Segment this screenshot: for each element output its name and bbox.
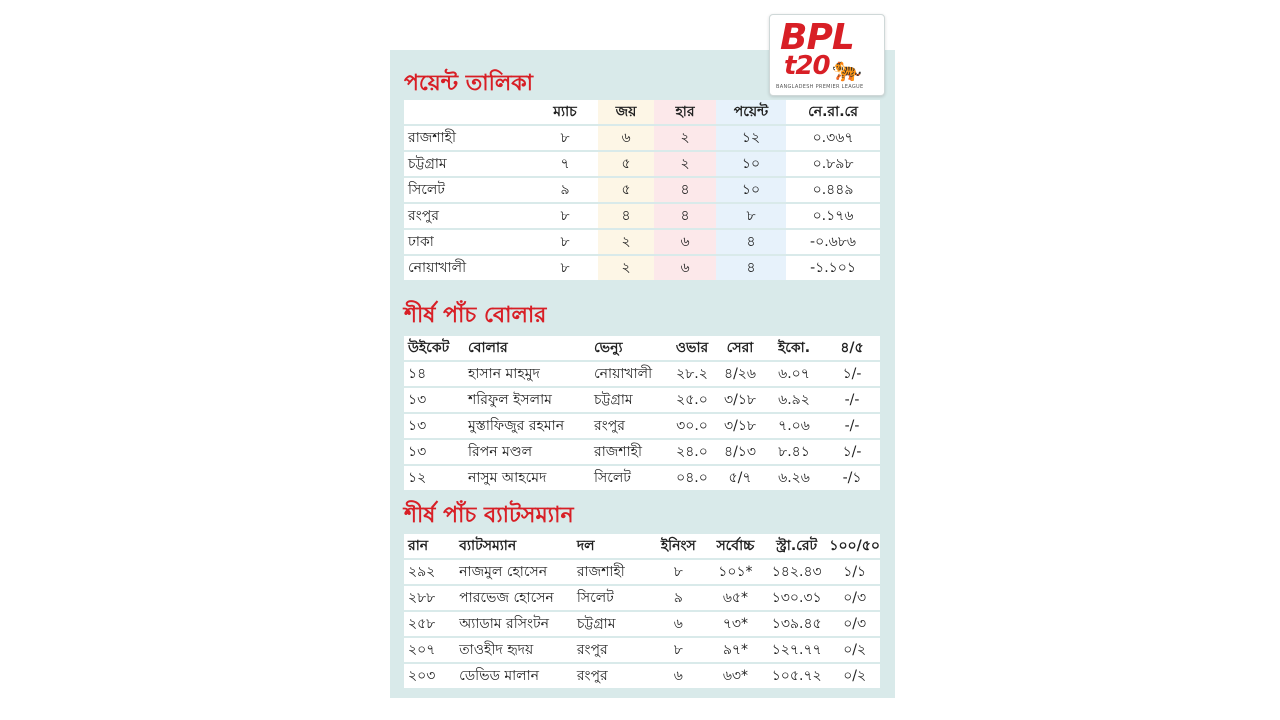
table-cell: ৮: [532, 256, 598, 282]
table-cell: ৫: [598, 178, 654, 204]
table-cell: ১২৭.৭৭: [764, 638, 829, 664]
team-row: [404, 126, 880, 152]
batsman-row: [404, 664, 880, 690]
table-cell: রিপন মণ্ডল: [464, 440, 590, 466]
team-row: [404, 178, 880, 204]
table-cell: হাসান মাহমুদ: [464, 362, 590, 388]
tiger-icon: 🐅: [832, 55, 862, 83]
table-cell: ৮: [650, 638, 707, 664]
column-header: সর্বোচ্চ: [707, 534, 764, 560]
table-cell: ০.৩৬৭: [786, 126, 880, 152]
table-cell: রাজশাহী: [590, 440, 668, 466]
logo-brand: BPL: [780, 17, 854, 58]
table-cell: অ্যাডাম রসিংটন: [455, 612, 573, 638]
table-cell: ১২: [716, 126, 786, 152]
table-cell: ৯৭*: [707, 638, 764, 664]
table-cell: ৩/১৮: [716, 414, 764, 440]
table-cell: ৯: [532, 178, 598, 204]
table-cell: ০/৩: [829, 586, 880, 612]
bowler-row: [404, 414, 880, 440]
table-cell: ৭৩*: [707, 612, 764, 638]
column-header: হার: [654, 100, 716, 126]
table-cell: ১৩০.৩১: [764, 586, 829, 612]
column-header: দল: [573, 534, 650, 560]
table-cell: ৭: [532, 152, 598, 178]
table-cell: ৪: [654, 178, 716, 204]
batsman-row: [404, 612, 880, 638]
table-cell: ০.৪৪৯: [786, 178, 880, 204]
table-cell: ৩০.০: [668, 414, 716, 440]
batsman-row: [404, 560, 880, 586]
points_table-header-row: [404, 100, 880, 126]
table-cell: নোয়াখালী: [590, 362, 668, 388]
column-header: স্ট্রা.রেট: [764, 534, 829, 560]
table-cell: রংপুর: [573, 664, 650, 690]
points-table: [404, 100, 880, 282]
table-cell: ০.৮৯৮: [786, 152, 880, 178]
table-cell: ১৩: [404, 414, 464, 440]
logo-format: t20: [784, 51, 830, 81]
table-cell: ১/১: [829, 560, 880, 586]
batsmen-title: শীর্ষ পাঁচ ব্যাটসম্যান: [404, 502, 574, 528]
table-cell: চট্টগ্রাম: [573, 612, 650, 638]
table-cell: ৮: [532, 230, 598, 256]
table-cell: ৬: [654, 230, 716, 256]
table-cell: ২০৩: [404, 664, 455, 690]
table-cell: -/-: [824, 388, 880, 414]
table-cell: ডেভিড মালান: [455, 664, 573, 690]
table-cell: নোয়াখালী: [404, 256, 532, 282]
column-header: [404, 100, 532, 126]
table-cell: ৪/১৩: [716, 440, 764, 466]
bowler-row: [404, 466, 880, 492]
bowler-row: [404, 362, 880, 388]
column-header: ওভার: [668, 336, 716, 362]
column-header: রান: [404, 534, 455, 560]
table-cell: রংপুর: [404, 204, 532, 230]
bowlers-table: [404, 336, 880, 492]
column-header: সেরা: [716, 336, 764, 362]
column-header: পয়েন্ট: [716, 100, 786, 126]
table-cell: ২৯২: [404, 560, 455, 586]
table-cell: ২৫৮: [404, 612, 455, 638]
column-header: ৪/৫: [824, 336, 880, 362]
table-cell: ৭.০৬: [764, 414, 824, 440]
table-cell: তাওহীদ হৃদয়: [455, 638, 573, 664]
table-cell: ৬: [598, 126, 654, 152]
table-cell: ৬৫*: [707, 586, 764, 612]
table-cell: ৩/১৮: [716, 388, 764, 414]
bowler-row: [404, 388, 880, 414]
table-cell: ১৩: [404, 388, 464, 414]
bpl-logo: [769, 14, 885, 96]
batsman-row: [404, 586, 880, 612]
table-cell: ২৪.০: [668, 440, 716, 466]
table-cell: সিলেট: [404, 178, 532, 204]
column-header: ১০০/৫০: [829, 534, 880, 560]
table-cell: ২: [654, 126, 716, 152]
table-cell: ৯: [650, 586, 707, 612]
table-cell: ১০: [716, 152, 786, 178]
table-cell: ৮: [716, 204, 786, 230]
table-cell: ১৩: [404, 440, 464, 466]
table-cell: ২: [598, 230, 654, 256]
table-cell: -/-: [824, 414, 880, 440]
table-cell: রংপুর: [573, 638, 650, 664]
table-cell: সিলেট: [573, 586, 650, 612]
table-cell: ১০৫.৭২: [764, 664, 829, 690]
table-cell: ৮: [532, 204, 598, 230]
table-cell: ১০১*: [707, 560, 764, 586]
table-cell: ৪: [598, 204, 654, 230]
column-header: ভেন্যু: [590, 336, 668, 362]
team-row: [404, 152, 880, 178]
table-cell: ২৫.০: [668, 388, 716, 414]
table-cell: ৬: [654, 256, 716, 282]
bowlers-title: শীর্ষ পাঁচ বোলার: [404, 302, 547, 328]
column-header: নে.রা.রে: [786, 100, 880, 126]
table-cell: ৬৩*: [707, 664, 764, 690]
table-cell: ১৩৯.৪৫: [764, 612, 829, 638]
table-cell: ০.১৭৬: [786, 204, 880, 230]
table-cell: ২: [654, 152, 716, 178]
table-cell: ঢাকা: [404, 230, 532, 256]
table-cell: চট্টগ্রাম: [404, 152, 532, 178]
table-cell: ৬: [650, 664, 707, 690]
table-cell: ৬.৯২: [764, 388, 824, 414]
table-cell: ৬: [650, 612, 707, 638]
table-cell: মুস্তাফিজুর রহমান: [464, 414, 590, 440]
table-cell: -/১: [824, 466, 880, 492]
table-cell: রংপুর: [590, 414, 668, 440]
column-header: ম্যাচ: [532, 100, 598, 126]
table-cell: নাজমুল হোসেন: [455, 560, 573, 586]
table-cell: ০/৩: [829, 612, 880, 638]
batsman-row: [404, 638, 880, 664]
table-cell: ১৪: [404, 362, 464, 388]
table-cell: ০৪.০: [668, 466, 716, 492]
table-cell: ০/২: [829, 664, 880, 690]
team-row: [404, 256, 880, 282]
table-cell: ২৮.২: [668, 362, 716, 388]
table-cell: সিলেট: [590, 466, 668, 492]
batsmen-header-row: [404, 534, 880, 560]
table-cell: ২৮৮: [404, 586, 455, 612]
logo-league-name: BANGLADESH PREMIER LEAGUE: [776, 84, 864, 90]
table-cell: ৪: [716, 256, 786, 282]
table-cell: ২০৭: [404, 638, 455, 664]
column-header: ইকো.: [764, 336, 824, 362]
batsmen-table: [404, 534, 880, 690]
column-header: ব্যাটসম্যান: [455, 534, 573, 560]
column-header: বোলার: [464, 336, 590, 362]
table-cell: -০.৬৮৬: [786, 230, 880, 256]
column-header: জয়: [598, 100, 654, 126]
table-cell: ৪: [716, 230, 786, 256]
table-cell: ৬.২৬: [764, 466, 824, 492]
column-header: ইনিংস: [650, 534, 707, 560]
table-cell: ৪/২৬: [716, 362, 764, 388]
table-cell: ৬.০৭: [764, 362, 824, 388]
table-cell: ১/-: [824, 362, 880, 388]
table-cell: -১.১০১: [786, 256, 880, 282]
table-cell: ৪: [654, 204, 716, 230]
bowler-row: [404, 440, 880, 466]
bowlers-header-row: [404, 336, 880, 362]
table-cell: ৮: [532, 126, 598, 152]
table-cell: ১২: [404, 466, 464, 492]
team-row: [404, 204, 880, 230]
table-cell: ১৪২.৪৩: [764, 560, 829, 586]
column-header: উইকেট: [404, 336, 464, 362]
table-cell: ১০: [716, 178, 786, 204]
table-cell: ১/-: [824, 440, 880, 466]
table-cell: ৮: [650, 560, 707, 586]
table-cell: শরিফুল ইসলাম: [464, 388, 590, 414]
table-cell: ৮.৪১: [764, 440, 824, 466]
table-cell: রাজশাহী: [573, 560, 650, 586]
table-cell: রাজশাহী: [404, 126, 532, 152]
table-cell: নাসুম আহমেদ: [464, 466, 590, 492]
table-cell: ২: [598, 256, 654, 282]
table-cell: ৫: [598, 152, 654, 178]
table-cell: ৫/৭: [716, 466, 764, 492]
team-row: [404, 230, 880, 256]
table-cell: চট্টগ্রাম: [590, 388, 668, 414]
table-cell: পারভেজ হোসেন: [455, 586, 573, 612]
table-cell: ০/২: [829, 638, 880, 664]
points-table-title: পয়েন্ট তালিকা: [404, 70, 534, 96]
